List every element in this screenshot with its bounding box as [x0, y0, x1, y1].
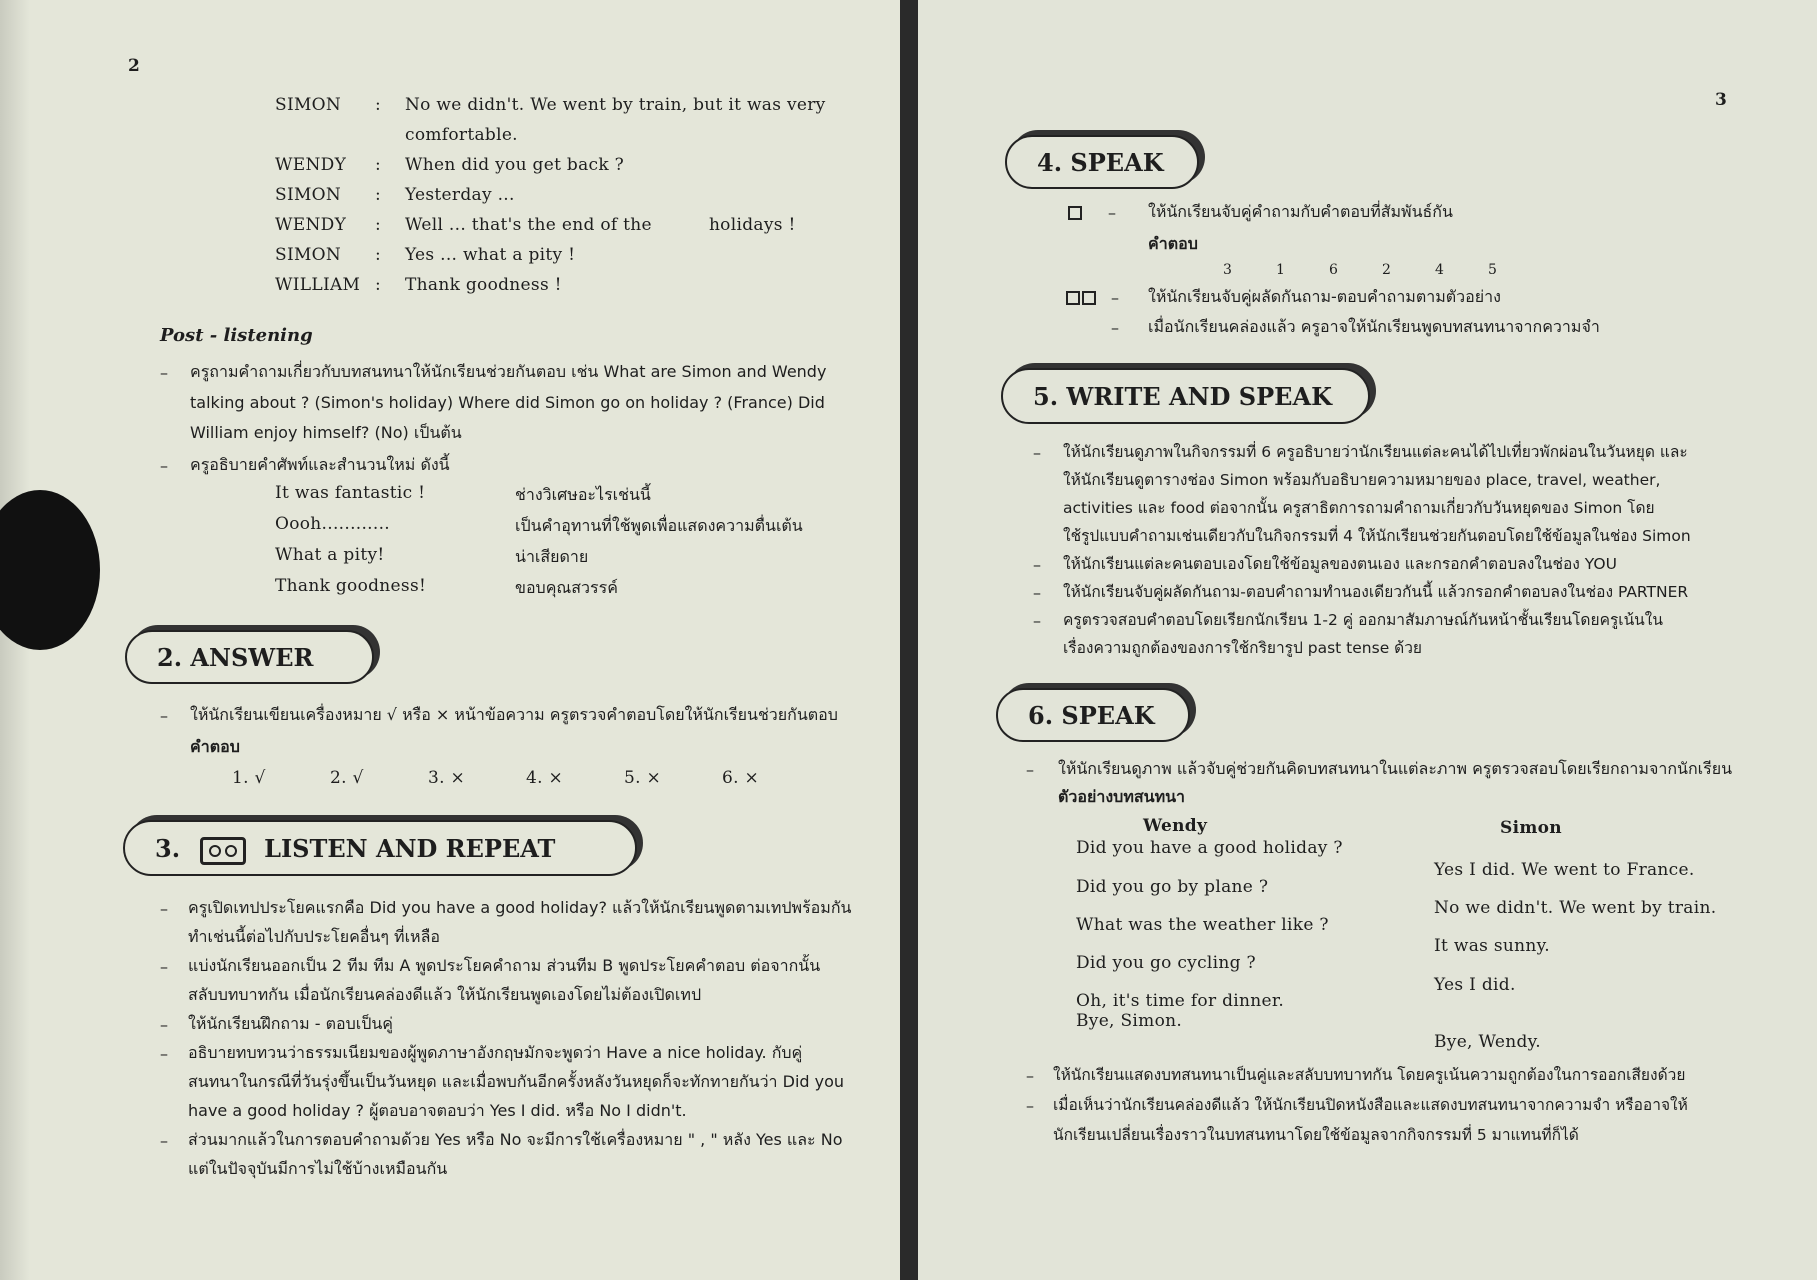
wendy-line: Did you have a good holiday ?: [1076, 838, 1343, 858]
section-3-line: ทำเช่นนี้ต่อไปกับประโยคอื่นๆ ที่เหลือ: [188, 927, 440, 946]
section-4-line-1: ให้นักเรียนจับคู่คำถามกับคำตอบที่สัมพันธ์กัน: [1148, 202, 1453, 221]
section-6-line-1: ให้นักเรียนดูภาพ แล้วจับคู่ช่วยกันคิดบทสนทนาในแต่ละภาพ ครูตรวจสอบโดยเรียกถามจากนักเรียน: [1058, 759, 1732, 778]
dash: –: [1111, 288, 1119, 307]
section-4-line-3: เมื่อนักเรียนคล่องแล้ว ครูอาจให้นักเรียนพูดบทสนทนาจากความจำ: [1148, 317, 1600, 336]
dash: –: [160, 1044, 168, 1063]
answer-label: คำตอบ: [1148, 234, 1198, 253]
section-2-heading: [125, 630, 374, 684]
section-3-heading: [123, 820, 637, 876]
post-listening-title: Post - listening: [160, 325, 313, 346]
section-3-number: 3.: [155, 833, 181, 863]
section-3-line: have a good holiday ? ผู้ตอบอาจตอบว่า Yes I did. หรือ No I didn't.: [188, 1101, 687, 1120]
dash: –: [1108, 203, 1116, 222]
simon-line: Bye, Wendy.: [1434, 1032, 1541, 1052]
section-6-closing-line: ให้นักเรียนแสดงบทสนทนาเป็นคู่และสลับบทบาทกัน โดยครูเน้นความถูกต้องในการออกเสียงด้วย: [1053, 1066, 1686, 1084]
dash: –: [160, 363, 168, 382]
section-6-closing-line: เมื่อเห็นว่านักเรียนคล่องดีแล้ว ให้นักเรียนปิดหนังสือและแสดงบทสนทนาจากความจำ หรืออาจให้: [1053, 1096, 1688, 1114]
wendy-line: Did you go cycling ?: [1076, 953, 1256, 973]
vocab-thai: ช่างวิเศษอะไรเช่นนี้: [515, 485, 651, 504]
section-5-line: ให้นักเรียนดูภาพในกิจกรรมที่ 6 ครูอธิบายว่านักเรียนแต่ละคนได้ไปเที่ยวพักผ่อนในวันหยุด และ: [1063, 443, 1688, 461]
section-4-line-2: ให้นักเรียนจับคู่ผลัดกันถาม-ตอบคำถามตามตัวอย่าง: [1148, 287, 1501, 306]
wendy-line: What was the weather like ?: [1076, 915, 1329, 935]
simon-line: Yes I did. We went to France.: [1434, 860, 1695, 880]
answer-item: 6. ×: [722, 768, 760, 788]
vocab-english: What a pity!: [275, 545, 385, 565]
dialogue-line: comfortable.: [405, 125, 518, 145]
column-simon: Simon: [1500, 818, 1562, 838]
dash: –: [160, 957, 168, 976]
dash: –: [1033, 611, 1041, 630]
answer-number: 1: [1276, 262, 1285, 278]
dash: –: [1111, 318, 1119, 337]
simon-line: It was sunny.: [1434, 936, 1550, 956]
dialogue-line: When did you get back ?: [405, 155, 625, 175]
section-5-line: ให้นักเรียนแต่ละคนตอบเองโดยใช้ข้อมูลของตนเอง และกรอกคำตอบลงในช่อง YOU: [1063, 555, 1617, 573]
dash: –: [1026, 1096, 1034, 1115]
cassette-tape-icon: [200, 837, 246, 865]
section-3-line: ส่วนมากแล้วในการตอบคำถามด้วย Yes หรือ No จะมีการใช้เครื่องหมาย " , " หลัง Yes และ No: [188, 1130, 843, 1149]
answer-number: 3: [1223, 262, 1232, 278]
section-4-title: 4. SPEAK: [1037, 147, 1164, 177]
dialogue-speaker: SIMON: [275, 245, 342, 265]
dash: –: [1026, 760, 1034, 779]
page-number: 3: [1715, 90, 1727, 110]
dash: –: [160, 706, 168, 725]
page-number: 2: [128, 56, 140, 76]
section-5-line: activities และ food ต่อจากนั้น ครูสาธิตการถามคำถามเกี่ยวกับวันหยุดของ Simon โดย: [1063, 499, 1655, 517]
dialogue-line: Well ... that's the end of the holidays !: [405, 215, 796, 235]
dash: –: [1033, 555, 1041, 574]
section-2-title: 2. ANSWER: [157, 642, 314, 672]
example-label: ตัวอย่างบทสนทนา: [1058, 787, 1186, 806]
dash: –: [1026, 1066, 1034, 1085]
section-6-closing-line: นักเรียนเปลี่ยนเรื่องราวในบทสนทนาโดยใช้ข้อมูลจากกิจกรรมที่ 5 มาแทนที่ก็ได้: [1053, 1126, 1579, 1144]
section-3-line: แบ่งนักเรียนออกเป็น 2 ทีม ทีม A พูดประโยคคำถาม ส่วนทีม B พูดประโยคคำตอบ ต่อจากนั้น: [188, 956, 821, 975]
answer-item: 1. √: [232, 768, 266, 788]
section-5-line: ใช้รูปแบบคำถามเช่นเดียวกับในกิจกรรมที่ 4 ให้นักเรียนช่วยกันตอบโดยใช้ข้อมูลในช่อง Simon: [1063, 527, 1691, 545]
dash: –: [160, 456, 168, 475]
section-5-line: เรื่องความถูกต้องของการใช้กริยารูป past tense ด้วย: [1063, 639, 1423, 657]
section-3-line: อธิบายทบทวนว่าธรรมเนียมของผู้พูดภาษาอังกฤษมักจะพูดว่า Have a nice holiday. กับคู่: [188, 1043, 803, 1062]
section-3-line: ให้นักเรียนฝึกถาม - ตอบเป็นคู่: [188, 1014, 394, 1033]
right-page: [918, 0, 1817, 1280]
dash: –: [160, 899, 168, 918]
dialogue-line: Yes ... what a pity !: [405, 245, 576, 265]
vocab-english: Oooh............: [275, 514, 391, 534]
section-3-line: แต่ในปัจจุบันมีการไม่ใช้บ้างเหมือนกัน: [188, 1159, 448, 1178]
dialogue-colon: :: [375, 245, 382, 265]
answer-number: 5: [1488, 262, 1497, 278]
dialogue-colon: :: [375, 95, 382, 115]
section-3-line: สลับบทบาทกัน เมื่อนักเรียนคล่องดีแล้ว ให้นักเรียนพูดเองโดยไม่ต้องเปิดเทป: [188, 985, 702, 1004]
section-5-line: ครูตรวจสอบคำตอบโดยเรียกนักเรียน 1-2 คู่ ออกมาสัมภาษณ์กันหน้าชั้นเรียนโดยครูเน้นใน: [1063, 611, 1663, 629]
answer-item: 4. ×: [526, 768, 564, 788]
book-spine: [900, 0, 918, 1280]
vocab-english: Thank goodness!: [275, 576, 427, 596]
dash: –: [160, 1131, 168, 1150]
vocab-thai: เป็นคำอุทานที่ใช้พูดเพื่อแสดงความตื่นเต้น: [515, 516, 803, 535]
dialogue-speaker: WENDY: [275, 215, 347, 235]
dialogue-speaker: SIMON: [275, 185, 342, 205]
section-2-instruction: ให้นักเรียนเขียนเครื่องหมาย √ หรือ × หน้าข้อความ ครูตรวจคำตอบโดยให้นักเรียนช่วยกันตอบ: [190, 705, 838, 724]
answer-number: 2: [1382, 262, 1391, 278]
dash: –: [1033, 443, 1041, 462]
dash: –: [1033, 583, 1041, 602]
answer-label: คำตอบ: [190, 737, 240, 756]
dialogue-line: Thank goodness !: [405, 275, 562, 295]
dialogue-speaker: WENDY: [275, 155, 347, 175]
post-listening-line: ครูถามคำถามเกี่ยวกับบทสนทนาให้นักเรียนช่วยกันตอบ เช่น What are Simon and Wendy: [190, 362, 827, 381]
post-listening-line: William enjoy himself? (No) เป็นต้น: [190, 423, 462, 442]
section-3-line: ครูเปิดเทปประโยคแรกคือ Did you have a good holiday? แล้วให้นักเรียนพูดตามเทปพร้อมกัน: [188, 898, 852, 917]
dialogue-line: No we didn't. We went by train, but it was very: [405, 95, 826, 115]
section-3-title: LISTEN AND REPEAT: [264, 833, 556, 863]
vocab-thai: น่าเสียดาย: [515, 547, 589, 566]
simon-line: Yes I did.: [1434, 975, 1516, 995]
section-5-line: ให้นักเรียนดูตารางช่อง Simon พร้อมกับอธิบายความหมายของ place, travel, weather,: [1063, 471, 1661, 489]
section-5-heading: [1001, 368, 1370, 424]
wendy-line: Bye, Simon.: [1076, 1011, 1183, 1031]
section-4-heading: [1005, 135, 1199, 189]
dialogue-colon: :: [375, 185, 382, 205]
dialogue-speaker: SIMON: [275, 95, 342, 115]
answer-item: 2. √: [330, 768, 364, 788]
section-6-heading: [996, 688, 1190, 742]
dialogue-speaker: WILLIAM: [275, 275, 361, 295]
vocab-thai: ขอบคุณสวรรค์: [515, 578, 618, 597]
dialogue-line: Yesterday ...: [405, 185, 515, 205]
answer-number: 4: [1435, 262, 1444, 278]
post-listening-line: ครูอธิบายคำศัพท์และสำนวนใหม่ ดังนี้: [190, 455, 450, 474]
section-5-line: ให้นักเรียนจับคู่ผลัดกันถาม-ตอบคำถามทำนองเดียวกันนี้ แล้วกรอกคำตอบลงในช่อง PARTNER: [1063, 583, 1689, 601]
wendy-line: Oh, it's time for dinner.: [1076, 991, 1285, 1011]
dialogue-colon: :: [375, 215, 382, 235]
wendy-line: Did you go by plane ?: [1076, 877, 1269, 897]
simon-line: No we didn't. We went by train.: [1434, 898, 1717, 918]
section-5-title: 5. WRITE AND SPEAK: [1033, 381, 1332, 411]
section-6-title: 6. SPEAK: [1028, 700, 1155, 730]
column-wendy: Wendy: [1143, 816, 1208, 836]
thumb-blob: [0, 490, 100, 650]
checkbox-icon: [1068, 205, 1084, 224]
answer-item: 3. ×: [428, 768, 466, 788]
dialogue-colon: :: [375, 275, 382, 295]
answer-number: 6: [1329, 262, 1338, 278]
double-checkbox-icon: [1066, 290, 1098, 309]
vocab-english: It was fantastic !: [275, 483, 426, 503]
answer-item: 5. ×: [624, 768, 662, 788]
section-3-line: สนทนาในกรณีที่วันรุ่งขึ้นเป็นวันหยุด และเมื่อพบกันอีกครั้งหลังวันหยุดก็จะทักทายกันว่า Did you: [188, 1072, 845, 1091]
dash: –: [160, 1015, 168, 1034]
dialogue-colon: :: [375, 155, 382, 175]
post-listening-line: talking about ? (Simon's holiday) Where did Simon go on holiday ? (France) Did: [190, 393, 825, 412]
